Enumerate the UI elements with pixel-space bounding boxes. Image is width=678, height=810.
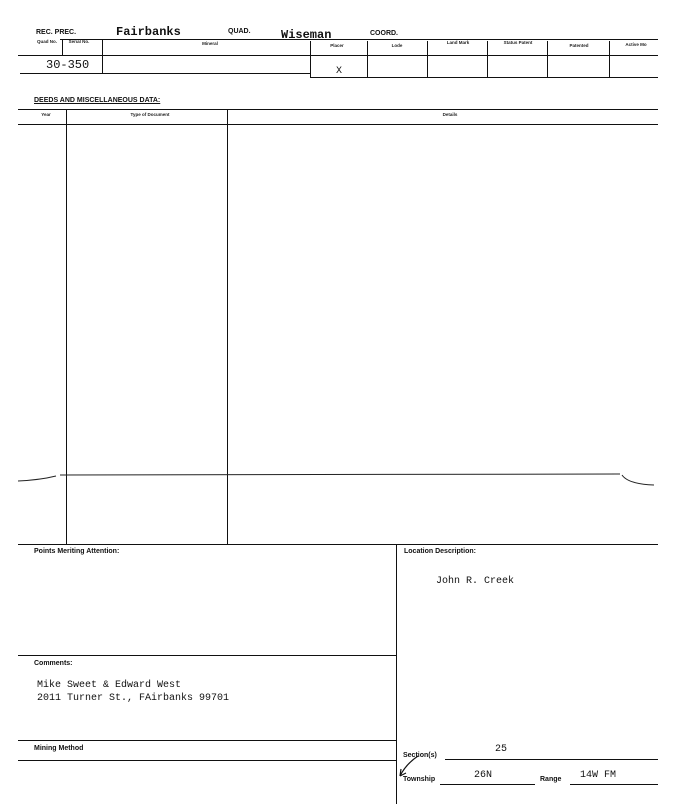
section-value: 25 bbox=[495, 744, 508, 755]
quad-label: QUAD. bbox=[228, 28, 251, 35]
comments-top-rule bbox=[18, 655, 396, 656]
deeds-col-year: Year bbox=[41, 112, 51, 117]
col-status-patent: Status Patent bbox=[503, 40, 533, 45]
col-lode: Lode bbox=[391, 43, 403, 48]
points-meriting-attention-label: Points Meriting Attention: bbox=[34, 548, 120, 555]
range-value: 14W FM bbox=[580, 770, 617, 781]
col-quad-no: Quad No. bbox=[37, 39, 57, 44]
col-patented: Patented bbox=[569, 43, 589, 48]
col-land-mark: Land Mark bbox=[446, 40, 470, 45]
mining-method-top-rule bbox=[18, 740, 396, 741]
coord-label: COORD. bbox=[370, 30, 398, 37]
quad-serial-value: 30-350 bbox=[46, 58, 90, 72]
placer-mark: X bbox=[336, 66, 343, 77]
mining-method-label: Mining Method bbox=[34, 745, 84, 752]
col-serial-no: Serial No. bbox=[68, 39, 90, 44]
claim-table-rule bbox=[18, 55, 658, 56]
comments-line-2: 2011 Turner St., FAirbanks 99701 bbox=[37, 693, 230, 704]
claim-table-bottom-left bbox=[20, 73, 310, 74]
header-underline bbox=[60, 39, 658, 40]
rec-prec-value: Fairbanks bbox=[116, 25, 181, 39]
col-placer: Placer bbox=[330, 43, 344, 48]
range-underline bbox=[570, 784, 658, 785]
township-value: 26N bbox=[474, 770, 493, 781]
township-underline bbox=[440, 784, 535, 785]
mining-method-bottom-rule bbox=[18, 760, 396, 761]
township-label: Township bbox=[403, 776, 436, 783]
col-mineral: Mineral bbox=[202, 41, 218, 46]
quad-value: Wiseman bbox=[281, 28, 332, 42]
deeds-col-type: Type of Document bbox=[130, 112, 170, 117]
col-active-mo: Active Mo bbox=[625, 42, 647, 47]
section-label: Section(s) bbox=[403, 752, 437, 759]
claim-table-bottom-right bbox=[310, 77, 658, 78]
deeds-section-title: DEEDS AND MISCELLANEOUS DATA: bbox=[34, 97, 161, 104]
deeds-header-rule bbox=[18, 124, 658, 125]
location-description-value: John R. Creek bbox=[436, 576, 515, 587]
deeds-top-rule bbox=[18, 109, 658, 110]
location-description-label: Location Description: bbox=[404, 548, 476, 555]
comments-label: Comments: bbox=[34, 660, 73, 667]
comments-line-1: Mike Sweet & Edward West bbox=[37, 680, 182, 691]
rec-prec-label: REC. PREC. bbox=[36, 29, 77, 36]
lower-top-rule bbox=[18, 544, 658, 545]
deeds-col-details: Details bbox=[442, 112, 458, 117]
range-label: Range bbox=[540, 776, 562, 783]
page-fold-line bbox=[0, 468, 678, 492]
section-underline bbox=[445, 759, 658, 760]
